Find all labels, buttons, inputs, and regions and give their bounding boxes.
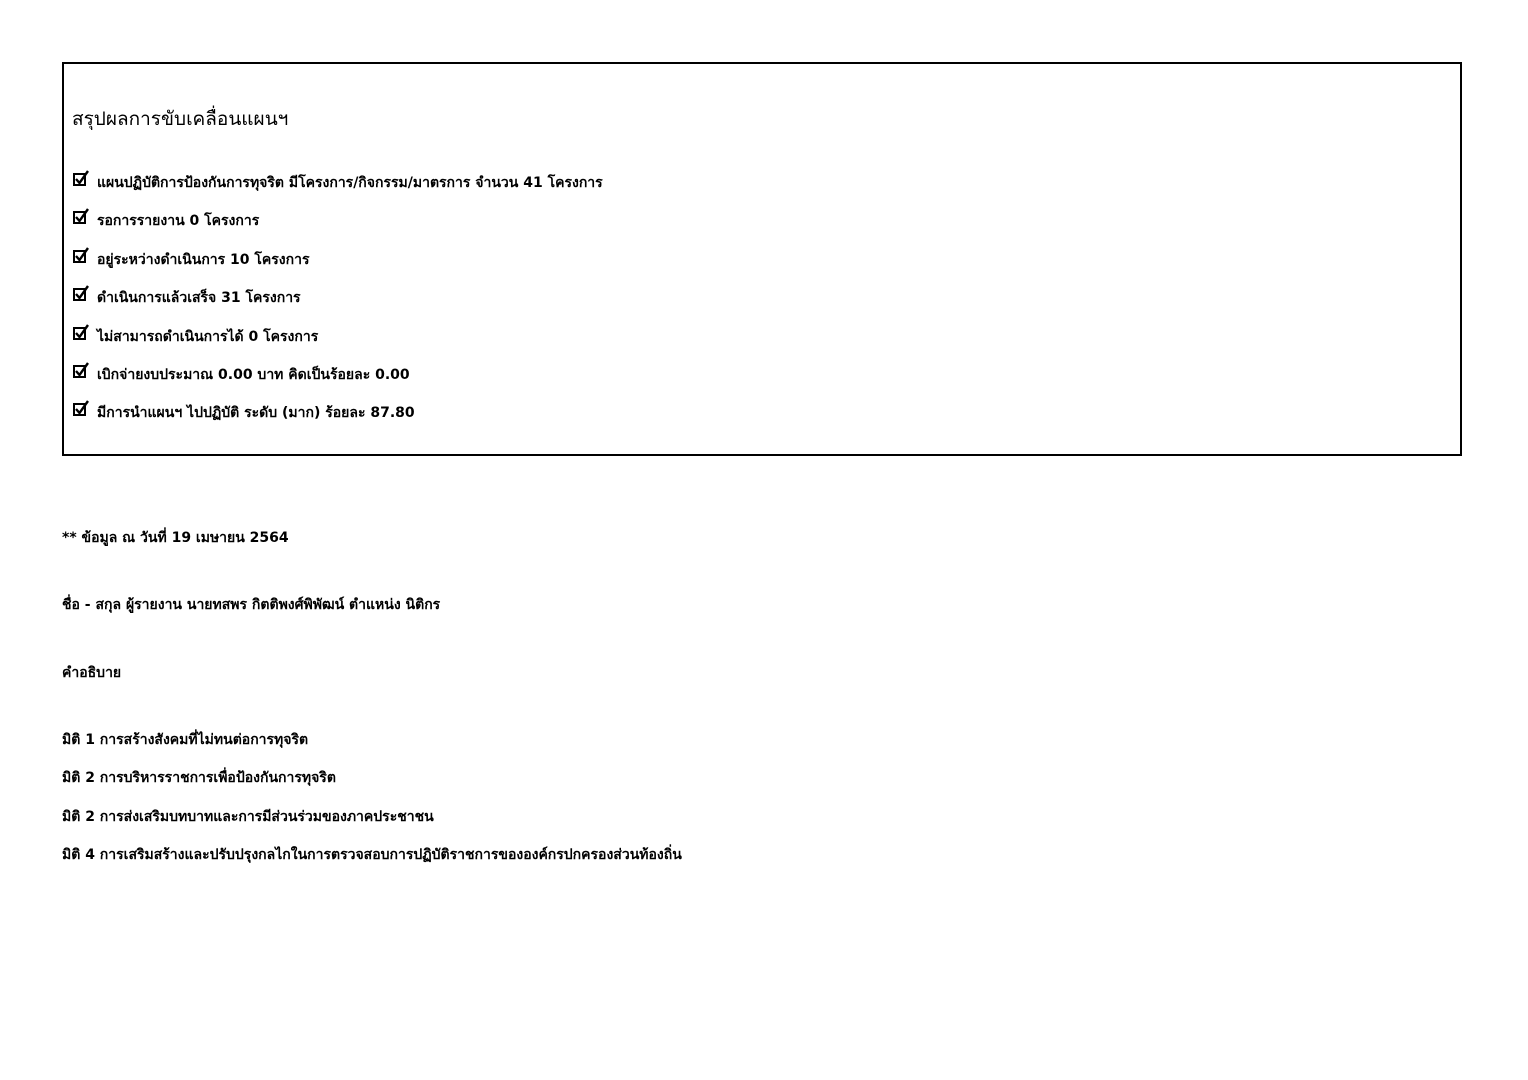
data-date-note: ** ข้อมูล ณ วันที่ 19 เมษายน 2564 [62,530,289,546]
summary-item-label: รอการรายงาน 0 โครงการ [97,213,260,230]
summary-item-label: ดำเนินการแล้วเสร็จ 31 โครงการ [97,290,301,307]
summary-title: สรุปผลการขับเคลื่อนแผนฯ [72,108,289,130]
summary-item-label: ไม่สามารถดำเนินการได้ 0 โครงการ [97,328,319,345]
dimension-item: มิติ 2 การบริหารราชการเพื่อป้องกันการทุจริต [62,770,336,787]
summary-item-implementation-level [73,402,603,440]
summary-item-in-progress [73,249,603,287]
summary-item-label: เบิกจ่ายงบประมาณ 0.00 บาท คิดเป็นร้อยละ 0.00 [97,366,410,383]
dimension-item: มิติ 4 การเสริมสร้างและปรับปรุงกลไกในการตรวจสอบการปฏิบัติราชการขององค์กรปกครองส่วนท้องถิ่น [62,847,682,864]
checked-checkbox-icon [73,362,89,380]
summary-list [73,172,603,441]
reporter-info: ชื่อ - สกุล ผู้รายงาน นายทสพร กิตติพงศ์พิพัฒน์ ตำแหน่ง นิติกร [62,597,441,613]
dimension-item: มิติ 1 การสร้างสังคมที่ไม่ทนต่อการทุจริต [62,732,309,748]
checked-checkbox-icon [73,324,89,342]
summary-item-label: อยู่ระหว่างดำเนินการ 10 โครงการ [97,251,310,268]
summary-item-completed [73,287,603,325]
summary-box [62,62,1462,456]
summary-item-budget [73,364,603,402]
checked-checkbox-icon [73,400,89,418]
summary-item-not-possible [73,326,603,364]
dimension-list [62,729,682,883]
summary-item-awaiting-report [73,210,603,248]
summary-item-total-projects [73,172,603,210]
dimension-item: มิติ 2 การส่งเสริมบทบาทและการมีส่วนร่วมของภาคประชาชน [62,808,434,825]
summary-item-label: มีการนำแผนฯ ไปปฏิบัติ ระดับ (มาก) ร้อยละ 87.80 [97,405,415,422]
checked-checkbox-icon [73,208,89,226]
summary-item-label: แผนปฏิบัติการป้องกันการทุจริต มีโครงการ/กิจกรรม/มาตรการ จำนวน 41 โครงการ [97,175,603,191]
checked-checkbox-icon [73,170,89,188]
checked-checkbox-icon [73,247,89,265]
description-heading: คำอธิบาย [62,665,122,681]
checked-checkbox-icon [73,285,89,303]
